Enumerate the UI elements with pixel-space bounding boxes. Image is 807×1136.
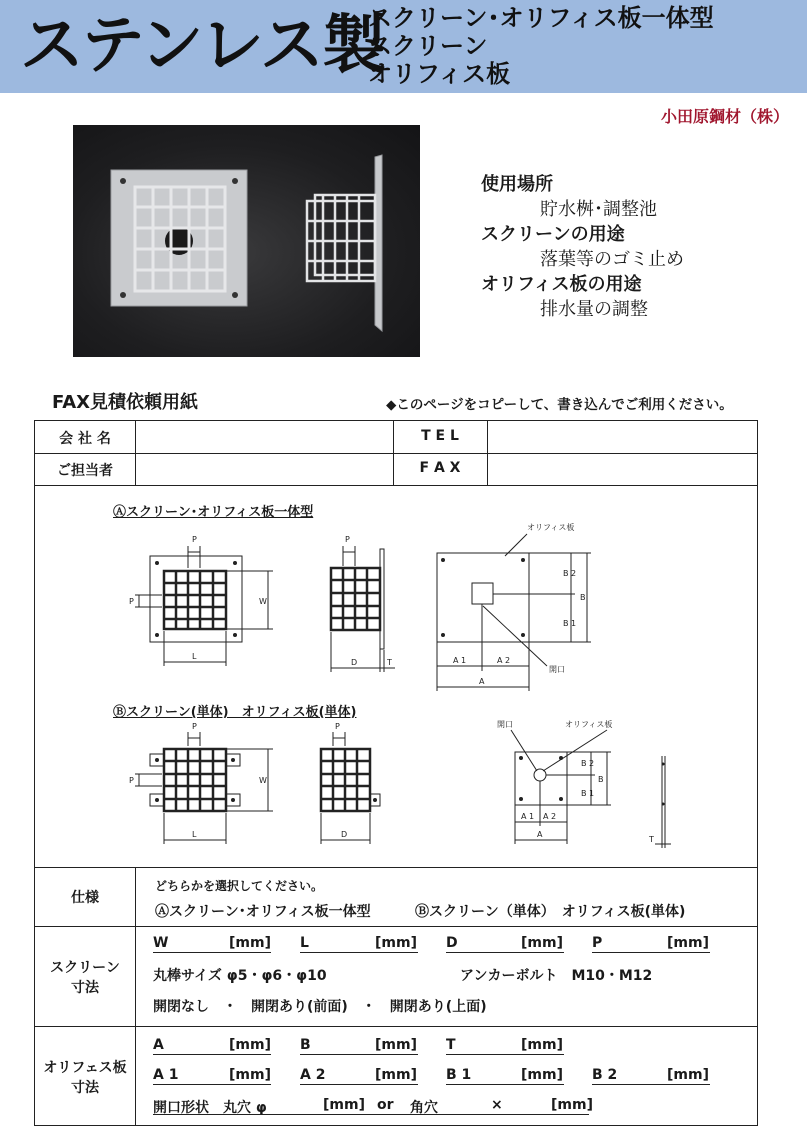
dim-orifice-plate-a: オリフィス板: [527, 523, 575, 532]
orifice-b-label: B: [300, 1037, 311, 1053]
orifice-a2-field[interactable]: [300, 1084, 418, 1085]
type-a-diagram-label: Ⓐスクリーン･オリフィス板一体型: [113, 505, 314, 520]
screen-rod-size[interactable]: 丸棒サイズ φ5・φ6・φ10: [153, 968, 327, 984]
orifice-t-unit: [mm]: [521, 1037, 563, 1053]
tel-label: T E L: [421, 428, 459, 444]
dim-p-b2: P: [129, 776, 134, 785]
dim-d-b: D: [341, 830, 348, 839]
orifice-t-label: T: [446, 1037, 456, 1053]
spec-option-a[interactable]: Ⓐスクリーン･オリフィス板一体型: [155, 904, 371, 920]
orifice-shape-square: 角穴: [410, 1100, 438, 1116]
usage-place-text: 貯水桝･調整池: [540, 199, 657, 220]
orifice-square-unit: [mm]: [551, 1097, 593, 1113]
orifice-b-field[interactable]: [300, 1054, 418, 1055]
dim-opening-a: 開口: [549, 665, 565, 674]
type-b-drawings: [35, 716, 757, 866]
screen-w-label: W: [153, 935, 169, 951]
screen-d-field[interactable]: [446, 952, 564, 953]
spec-label: 仕様: [71, 890, 99, 906]
company-name: 小田原鋼材（株）: [660, 107, 789, 126]
quote-form: [34, 420, 758, 1126]
orifice-dims-label-2: 寸法: [71, 1080, 99, 1096]
dim-b1-a: B 1: [563, 619, 577, 628]
orifice-b1-label: B 1: [446, 1067, 472, 1083]
dim-a-a: A: [479, 677, 485, 686]
person-field[interactable]: [137, 455, 391, 484]
dim-a1-a: A 1: [453, 656, 467, 665]
dim-d-a: D: [351, 658, 358, 667]
orifice-a-label: A: [153, 1037, 164, 1053]
page-title: ステンレス製: [20, 9, 384, 83]
orifice-b1-field[interactable]: [446, 1084, 564, 1085]
fax-field[interactable]: [489, 455, 755, 484]
dim-b1-b: B 1: [581, 789, 595, 798]
screen-dims-label-1: スクリーン: [50, 960, 120, 976]
dim-a-b: A: [537, 830, 543, 839]
screen-w-unit: [mm]: [229, 935, 271, 951]
orifice-a2-unit: [mm]: [375, 1067, 417, 1083]
type-a-drawings: [35, 516, 757, 696]
orifice-a-unit: [mm]: [229, 1037, 271, 1053]
company-field[interactable]: [137, 423, 391, 452]
subtitle-3: オリフィス板: [368, 60, 511, 88]
screen-p-unit: [mm]: [667, 935, 709, 951]
usage-screen-heading: スクリーンの用途: [481, 224, 625, 245]
orifice-b2-field[interactable]: [592, 1084, 710, 1085]
dim-a1-b: A 1: [521, 812, 535, 821]
usage-orifice-text: 排水量の調整: [540, 299, 648, 320]
type-b-diagram-label: Ⓑスクリーン(単体) オリフィス板(単体): [113, 705, 357, 720]
orifice-shape-or: or: [377, 1097, 394, 1113]
screen-anchor-bolt[interactable]: アンカーボルト M10・M12: [460, 968, 653, 984]
usage-screen-text: 落葉等のゴミ止め: [540, 249, 684, 270]
usage-orifice-heading: オリフィス板の用途: [481, 274, 642, 295]
screen-l-field[interactable]: [300, 952, 418, 953]
orifice-a1-label: A 1: [153, 1067, 179, 1083]
screen-p-field[interactable]: [592, 952, 710, 953]
orifice-b1-unit: [mm]: [521, 1067, 563, 1083]
orifice-a-field[interactable]: [153, 1054, 271, 1055]
screen-d-label: D: [446, 935, 458, 951]
usage-place-heading: 使用場所: [481, 174, 553, 195]
orifice-t-field[interactable]: [446, 1054, 564, 1055]
dim-a2-a: A 2: [497, 656, 511, 665]
orifice-shape-times: ×: [491, 1097, 503, 1113]
dim-w-a: W: [259, 597, 267, 606]
dim-b2-a: B 2: [563, 569, 577, 578]
spec-instruction: どちらかを選択してください。: [155, 879, 324, 893]
screen-p-label: P: [592, 935, 603, 951]
dim-p-a2: P: [129, 597, 134, 606]
orifice-round-unit: [mm]: [323, 1097, 365, 1113]
orifice-a1-unit: [mm]: [229, 1067, 271, 1083]
dim-t-a: T: [387, 658, 392, 667]
dim-l-b: L: [192, 830, 197, 839]
subtitle-2: スクリーン: [368, 32, 488, 60]
subtitle-1: スクリーン･オリフィス板一体型: [368, 4, 714, 32]
screen-dims-label-2: 寸法: [71, 980, 99, 996]
person-label: ご担当者: [57, 463, 113, 479]
fax-form-title: FAX見積依頼用紙: [52, 392, 199, 413]
fax-label: F A X: [419, 460, 461, 476]
orifice-shape-prefix: 開口形状 丸穴 φ: [153, 1100, 267, 1116]
screen-opening-options[interactable]: 開閉なし ・ 開閉あり(前面) ・ 開閉あり(上面): [153, 999, 487, 1015]
dim-p-b1: P: [192, 722, 197, 731]
orifice-b-unit: [mm]: [375, 1037, 417, 1053]
dim-l-a: L: [192, 652, 197, 661]
dim-orifice-plate-b: オリフィス板: [565, 720, 613, 729]
orifice-a1-field[interactable]: [153, 1084, 271, 1085]
orifice-b2-label: B 2: [592, 1067, 618, 1083]
dim-b2-b: B 2: [581, 759, 595, 768]
dim-t-b: T: [649, 835, 654, 844]
dim-b-a: B: [580, 593, 586, 602]
tel-field[interactable]: [489, 423, 755, 452]
screen-w-field[interactable]: [153, 952, 271, 953]
company-label: 会 社 名: [59, 431, 111, 447]
orifice-dims-label-1: オリフェス板: [43, 1060, 127, 1076]
spec-option-b[interactable]: Ⓑスクリーン（単体） オリフィス板(単体): [415, 904, 686, 920]
orifice-a2-label: A 2: [300, 1067, 326, 1083]
product-photo: [73, 125, 420, 357]
screen-l-unit: [mm]: [375, 935, 417, 951]
screen-l-label: L: [300, 935, 309, 951]
orifice-shape-field[interactable]: [153, 1114, 589, 1115]
dim-w-b: W: [259, 776, 267, 785]
dim-p-a3: P: [345, 535, 350, 544]
orifice-b2-unit: [mm]: [667, 1067, 709, 1083]
dim-a2-b: A 2: [543, 812, 557, 821]
dim-p-b3: P: [335, 722, 340, 731]
dim-opening-b: 開口: [497, 720, 513, 729]
dim-p-a1: P: [192, 535, 197, 544]
dim-b-b: B: [598, 775, 604, 784]
fax-form-note: ◆このページをコピーして、書き込んでご利用ください。: [386, 397, 733, 413]
screen-d-unit: [mm]: [521, 935, 563, 951]
